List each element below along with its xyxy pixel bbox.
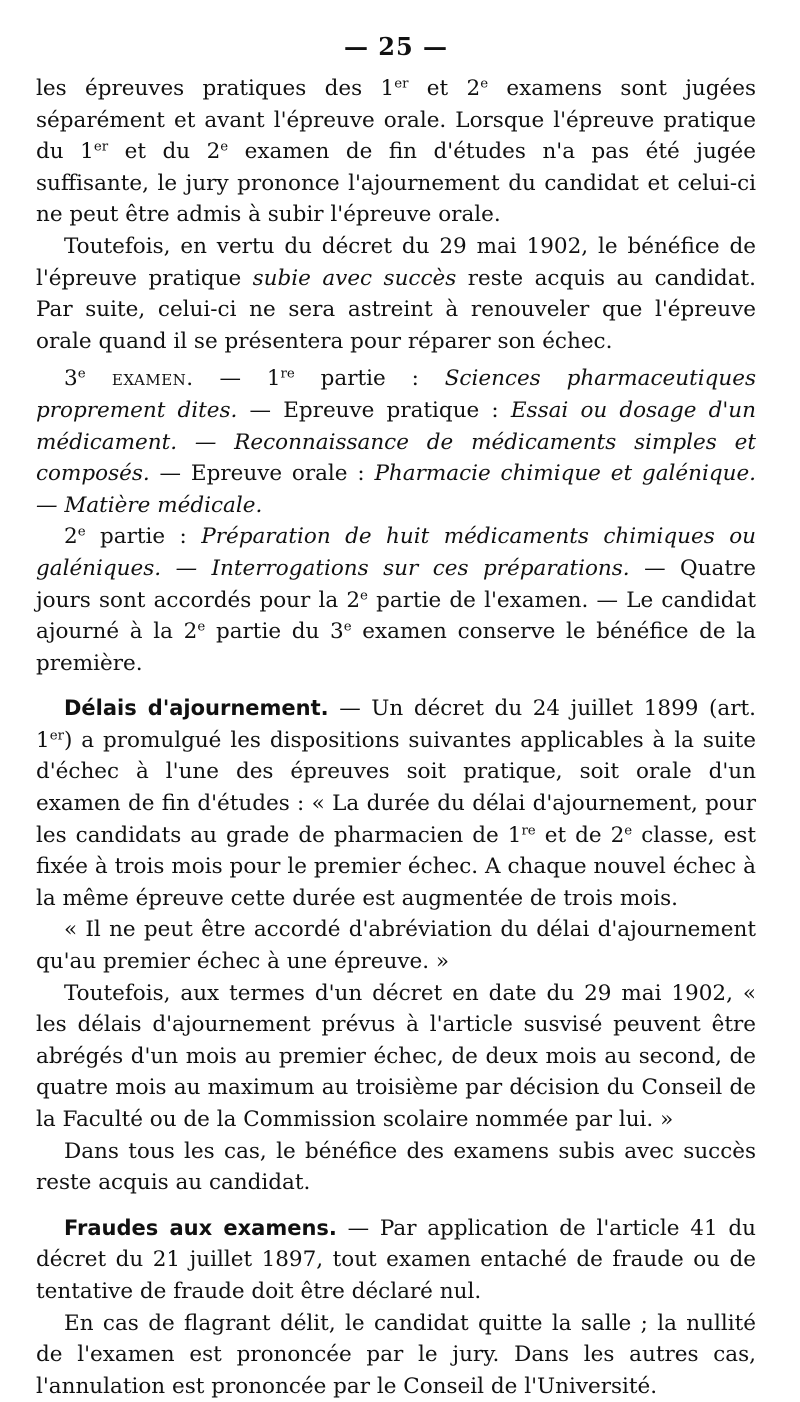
page-number: — 25 — [343,32,449,61]
paragraph-toutefois-1902: Toutefois, aux termes d'un décret en date du 29 mai 1902, « les délais d'ajournement prévus à l'article susvisé peuvent être abrégés d'un mois au premier échec, de deux mois au second, de quatre mois au maximum au troisième par décision du Conseil de la Faculté ou de la Commission scolaire nommée par lui. » [36,980,756,1132]
paragraph-epreuves-pratiques: les épreuves pratiques des 1er et 2e examens sont jugées séparément et avant l'épreuve orale. Lorsque l'épreuve pratique du 1er et du 2e examen de fin d'études n'a pas été jugée suffisante, le jury prononce l'ajournement du candidat et celui-ci ne peut être admis à subir l'épreuve orale. [36,76,756,228]
section-fraudes: Fraudes aux examens. — Par application de l'article 41 du décret du 21 juillet 1897, tout examen entaché de fraude ou de tentative de fraude doit être déclaré nul. [36,1215,756,1304]
paragraph-decret-1902: Toutefois, en vertu du décret du 29 mai 1902, le bénéfice de l'épreuve pratique subie avec succès reste acquis au candidat. Par suite, celui-ci ne sera astreint à renouveler que l'épreuve orale quand il se présentera pour réparer son échec. [36,233,756,354]
paragraph-flagrant-delit: En cas de flagrant délit, le candidat quitte la salle ; la nullité de l'examen est prononcée par le jury. Dans les autres cas, l'annulation est prononcée par le Conseil de l'Université. [36,1310,756,1399]
paragraph-deuxieme-partie: 2e partie : Préparation de huit médicaments chimiques ou galéniques. — Interrogations sur ces préparations. — Quatre jours sont accordés pour la 2e partie de l'examen. — Le candidat ajourné à la 2e partie du 3e examen conserve le bénéfice de la première. [36,524,756,676]
paragraph-tous-les-cas: Dans tous les cas, le bénéfice des examens subis avec succès reste acquis au candidat. [36,1138,756,1196]
examen-label: examen. [85,366,194,392]
paragraph-abreviation: « Il ne peut être accordé d'abréviation du délai d'ajournement qu'au premier échec à une épreuve. » [36,917,756,975]
section-heading-fraudes: Fraudes aux examens. [64,1215,337,1240]
section-heading-delais: Délais d'ajournement. [64,696,329,721]
paragraph-troisieme-examen: 3e examen. — 1re partie : Sciences pharmaceutiques proprement dites. — Epreuve pratique : Essai ou dosage d'un médicament. — Reconnaissance de médicaments simples et composés. — Epreuve orale : Pharmacie chimique et galénique. — Matière médicale. [36,366,757,518]
section-delais-ajournement: Délais d'ajournement. — Un décret du 24 juillet 1899 (art. 1er) a promulgué les dispositions suivantes applicables à la suite d'échec à l'une des épreuves soit pratique, soit orale d'un examen de fin d'études : « La durée du délai d'ajournement, pour les candidats au grade de pharmacien de 1re et de 2e classe, est fixée à trois mois pour le premier échec. A chaque nouvel échec à la même épreuve cette durée est augmentée de trois mois. [36,696,756,911]
